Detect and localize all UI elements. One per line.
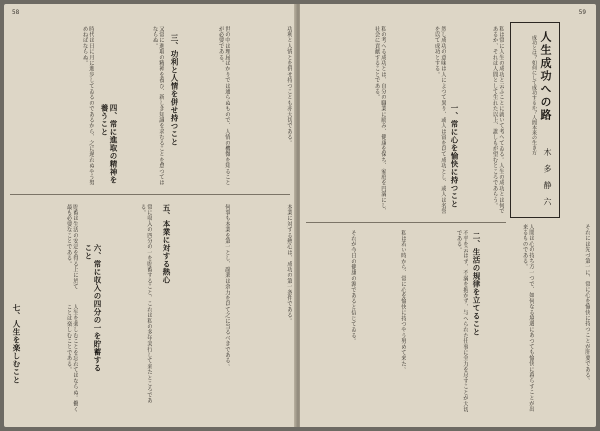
column-rule [10,194,290,195]
left-page [4,4,296,427]
section-heading: 五、本業に対する熱心 [162,204,171,284]
text-column: 私は常に人生の成功と云ふことに就いて考へてゐる。人生の成功とは何であるか、それは人間として生れた以上、誰しもが望むところであらう。 [491,26,504,215]
text-column: 本業に対する熱心は、成功の第一条件である。 [286,204,292,324]
text-column: 私は若い時から、常に心を愉快に持つやう努めて来た。 [400,230,406,373]
text-column: 時代は日に月に進歩してゐるのであるから、之に遅れぬやう努めねばならぬ。 [81,26,94,186]
text-column: 然し成功の意味は人によつて異り、或人は富を以て成功とし、或人は名誉を以て成功とする。 [433,26,446,215]
text-column: 不平を云はず、不満を抱かず、与へられた仕事に全力を尽すことが大切である。 [455,230,468,413]
section-heading: 三、功利と人情を併せ持つこと [170,34,179,146]
text-column: 世の中は理屈ばかりでは通らぬもので、人情の機微を知ることが必要である。 [217,26,230,186]
section-heading: 二、生活の規律を立てること [472,232,481,336]
article-title: 人生成功への路 [539,31,552,122]
text-column: 貯蓄は生活の安定を得る上に於て最も必要なことである。 [65,204,78,290]
section-heading: 七、人生を楽しむこと [12,304,21,384]
text-column: 又常に進取の精神を養ひ、新しき知識を求むることを怠つてはならぬ。 [151,26,164,186]
section-heading: 四、常に進取の精神を養うこと [100,104,118,184]
section-heading: 六、常に収入の四分の一を貯蓄すること [84,244,102,372]
article-title-box [510,22,560,218]
text-column: 常に収入の四分の一を貯蓄すること、これは私の多年実行して来たところである。 [139,204,152,404]
column-rule [306,222,506,223]
article-subtitle: 成功とは？如何にして成功するか？人間本来の生き方 [531,35,537,155]
text-column: 人間は心の持ち方一つで、如何なる境遇にあつても愉快に暮らすことが出来るものである。 [521,224,534,413]
page-number-left: 58 [12,9,20,16]
text-column: 私の考へる成功とは、自分の職業に励み、健康を保ち、家庭を円満にし、社会に貢献することである。 [373,26,386,215]
right-page [300,4,596,427]
text-column: 何事も本業を第一とし、副業は余力を以て之に当るべきである。 [224,204,230,370]
text-column: それには先づ第一に、常に心を愉快に持つことが肝要である。 [584,224,590,384]
article-author: 木 多 静 六 [543,148,552,209]
text-column: 人生を楽しむことを忘れてはならぬ。働くことは楽しむことである。 [65,304,78,413]
text-column: それが今日の健康の源であると信じてゐる。 [350,230,356,344]
page-number-right: 59 [578,9,586,16]
section-heading: 一、常に心を愉快に持つこと [450,104,459,208]
text-column: 功利と人情とを併せ持つことも亦大切である。 [286,26,292,146]
